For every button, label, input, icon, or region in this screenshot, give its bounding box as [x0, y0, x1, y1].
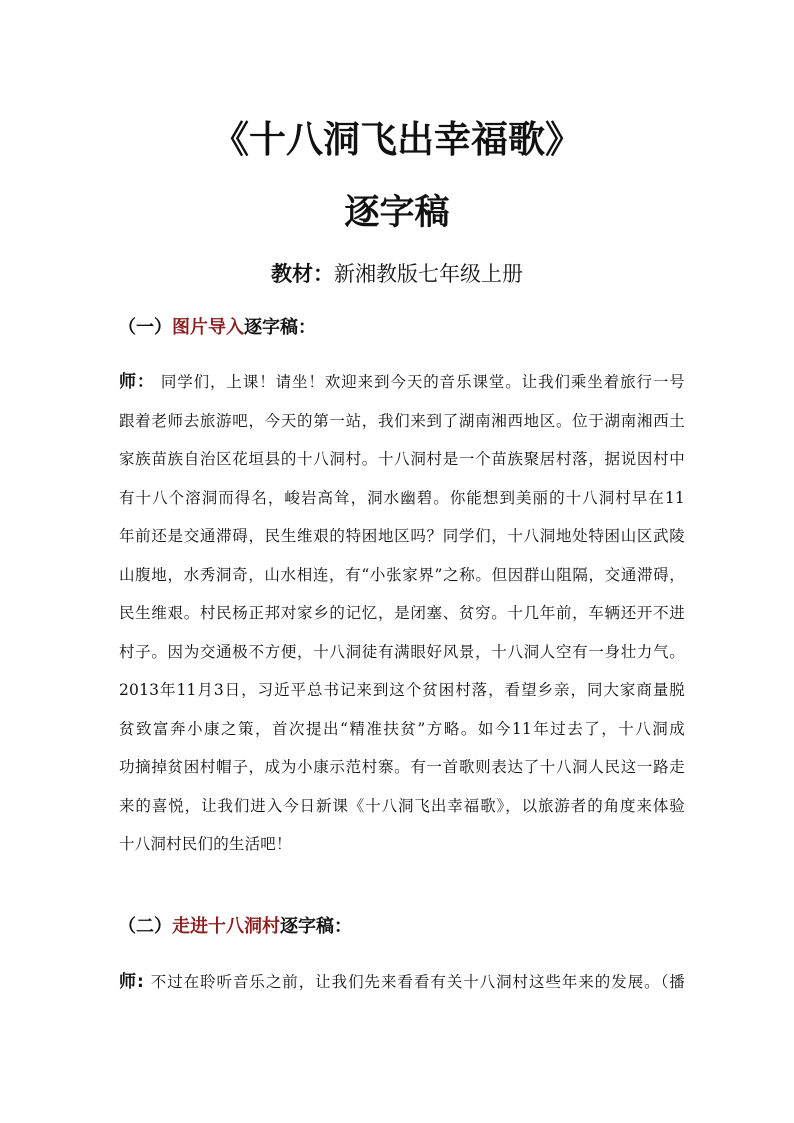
paragraph-line: 村子。因为交通极不方便，十八洞徒有满眼好风景，十八洞人空有一身壮力气。: [119, 642, 685, 661]
textbook-value: 新湘教版七年级上册: [334, 262, 523, 286]
section-1-accent: 图片导入: [172, 317, 244, 338]
section-heading-2: [118, 913, 352, 941]
paragraph-line: 来的喜悦，让我们进入今日新课《十八洞飞出幸福歌》，以旅游者的角度来体验: [119, 796, 685, 815]
paragraph-line: [119, 363, 685, 402]
textbook-label: 教材：: [271, 262, 334, 286]
paragraph-line: 贫致富奔小康之策，首次提出“精准扶贫”方略。如今11年过去了，十八洞成: [119, 719, 685, 738]
paragraph-line: 山腹地，水秀洞奇，山水相连，有“小张家界”之称。但因群山阻隔，交通滞碍，: [119, 565, 685, 584]
paragraph-line: 跟着老师去旅游吧，今天的第一站，我们来到了湖南湘西地区。位于湖南湘西土: [119, 411, 685, 430]
paragraph-line: 年前还是交通滞碍，民生维艰的特困地区吗？同学们，十八洞地处特困山区武陵: [119, 527, 685, 545]
document-title: 《十八洞飞出幸福歌》: [212, 118, 582, 161]
section-2-suffix: 逐字稿：: [280, 916, 352, 937]
document-subtitle: 逐字稿: [344, 193, 450, 233]
paragraph-line: 功摘掉贫困村帽子，成为小康示范村寨。有一首歌则表达了十八洞人民这一路走: [119, 758, 685, 776]
section-1-prefix: （一）: [118, 317, 172, 338]
paragraph-2: [119, 963, 685, 1002]
paragraph-line: 家族苗族自治区花垣县的十八洞村。十八洞村是一个苗族聚居村落，据说因村中: [119, 450, 685, 468]
section-2-prefix: （二）: [118, 916, 172, 937]
section-2-accent: 走进十八洞村: [172, 916, 280, 937]
paragraph-line: 有十八个溶洞而得名，峻岩高耸，洞水幽碧。你能想到美丽的十八洞村早在11: [119, 488, 685, 507]
paragraph-line: 2013年11月3日，习近平总书记来到这个贫困村落，看望乡亲，同大家商量脱: [119, 681, 685, 699]
paragraph-line: [119, 963, 685, 1002]
textbook-line: [0, 258, 794, 290]
paragraph-line: 十八洞村民们的生活吧！: [119, 835, 292, 853]
paragraph-line: 民生维艰。村民杨正邦对家乡的记忆，是闭塞、贫穷。十几年前，车辆还开不进: [119, 604, 685, 622]
paragraph-1: [119, 363, 685, 864]
line-text: 不过在聆听音乐之前，让我们先来看看有关十八洞村这些年来的发展。（播: [149, 973, 685, 991]
section-1-suffix: 逐字稿：: [244, 317, 316, 338]
section-heading-1: [118, 314, 316, 342]
line-text: 同学们，上课！请坐！欢迎来到今天的音乐课堂。让我们乘坐着旅行一号: [160, 373, 685, 391]
speaker-label: 师:: [119, 972, 144, 992]
speaker-label: 师：: [119, 372, 155, 392]
